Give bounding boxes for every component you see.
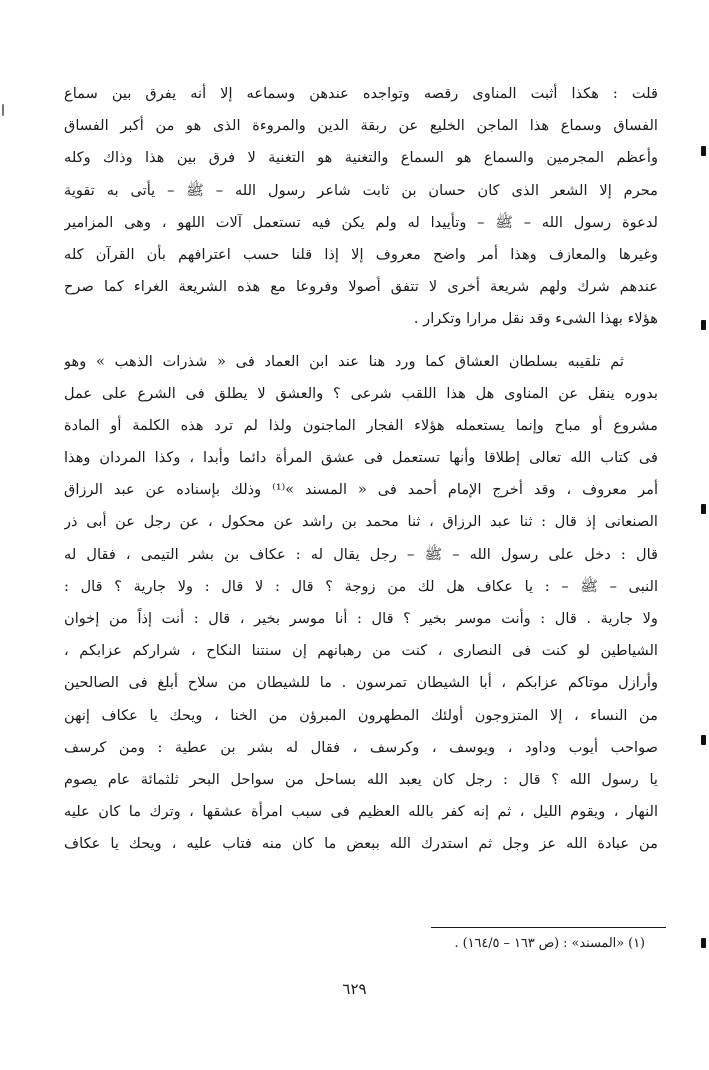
text-line: يا رسول الله ؟ قال : رجل كان يعبد الله بساحل من سواحل البحر ثلثمائة عام يصوم	[64, 770, 658, 788]
paragraph-1	[64, 78, 658, 336]
binding-mark	[701, 938, 706, 948]
text-line: وغيرها والمعازف وهذا أمر واضح معروف إلا إذا قلنا حسب اعترافهم بأن القرآن كله	[64, 245, 658, 263]
paragraph-2	[64, 346, 658, 861]
binding-mark	[701, 320, 706, 330]
footnote-divider	[431, 927, 666, 928]
text-line: من عبادة الله عز وجل ثم استدرك الله ببعض ما كان منه فتاب عليه ، ويحك يا عكاف	[64, 835, 658, 853]
paragraph-spacer	[64, 336, 658, 346]
text-line: أمر معروف ، وقد أخرج الإمام أحمد فى « المسند »⁽¹⁾ وذلك بإسناده عن عبد الرزاق	[64, 481, 658, 499]
text-line: وأرازل موتاكم عزابكم ، أبا الشيطان تمرسون . ما للشيطان من سلاح أبلغ فى الصالحين	[64, 674, 658, 692]
page-number: ٦٢٩	[342, 980, 367, 998]
binding-mark	[2, 104, 4, 116]
text-line: فى كتاب الله تعالى إطلاقا وأنها تستعمل فى عشق المرأة دائما وأبدا ، وكذا المردان وهذا	[64, 449, 658, 467]
text-line: هؤلاء بهذا الشىء وقد نقل مرارا وتكرار .	[413, 310, 658, 328]
text-line: محرم إلا الشعر الذى كان حسان بن ثابت شاعر رسول الله – ﷺ – يأتى به تقوية	[64, 181, 658, 199]
text-line: عندهم شرك ولهم شريعة أخرى لا تتفق أصولا وفروعا مع هذه الشريعة الغراء كما صرح	[64, 278, 658, 296]
text-line: ولا جارية . قال : وأنت موسر بخير ؟ قال : أنا موسر بخير ، قال : أنت إذاً من إخوان	[64, 610, 658, 627]
text-line: الفساق وسماع هذا الماجن الخليع عن ربقة الدين والمروءة الذى هو من أكبر الفساق	[64, 117, 658, 135]
text-line: وأعظم المجرمين والسماع هو السماع والتغنية هو التغنية لا فرق بين هذا وذاك وكله	[64, 149, 658, 167]
binding-mark	[701, 146, 706, 156]
text-line: صواحب أيوب وداود ، ويوسف ، وكرسف ، فقال له بشر بن عطية : ومن كرسف	[64, 738, 658, 756]
text-line: النهار ، ويقوم الليل ، ثم إنه كفر بالله العظيم فى سبب امرأة عشقها ، وترك ما كان عليه	[64, 803, 658, 821]
text-line: من النساء ، إلا المتزوجون أولئك المطهرون المبرؤن من الخنا ، ويحك يا عكاف إنهن	[64, 706, 658, 724]
text-line: قال : دخل على رسول الله – ﷺ – رجل يقال له : عكاف بن بشر التيمى ، فقال له	[64, 545, 658, 563]
text-line: بدوره ينقل عن المناوى هل هذا اللقب شرعى ؟ والعشق لا يطلق فى الشرع على عمل	[64, 384, 658, 402]
text-line: لدعوة رسول الله – ﷺ – وتأييدا له ولم يكن فيه تستعمل آلات اللهو ، وهى المزامير	[64, 213, 658, 231]
text-line: ثم تلقيبه بسلطان العشاق كما ورد هنا عند ابن العماد فى « شذرات الذهب » وهو	[64, 352, 624, 370]
text-line: الشياطين لو كنت فى النصارى ، كنت من رهبانهم إن سنتنا النكاح ، شراركم عزابكم ،	[64, 642, 658, 660]
text-line: مشروع أو مباح وإنما يستعمله هؤلاء الفجار الماجنون ولذا لم ترد هذه الكلمة أو المادة	[64, 416, 658, 434]
text-line: قلت : هكذا أثبت المناوى رقصه وتواجده عندهن وسماعه إلا أنه يفرق بين سماع	[64, 85, 658, 102]
binding-mark	[701, 504, 706, 514]
binding-mark	[701, 735, 706, 745]
footnote: (١) «المسند» : (ص ١٦٣ – ١٦٤/٥) .	[454, 936, 645, 951]
main-text	[64, 78, 658, 861]
text-line: النبى – ﷺ – : يا عكاف هل لك من زوجة ؟ قال : لا قال : ولا جارية ؟ قال :	[64, 577, 658, 595]
text-line: الصنعانى إذ قال : ثنا عبد الرزاق ، ثنا محمد بن راشد عن محكول ، عن رجل عن أبى ذر	[64, 513, 658, 531]
